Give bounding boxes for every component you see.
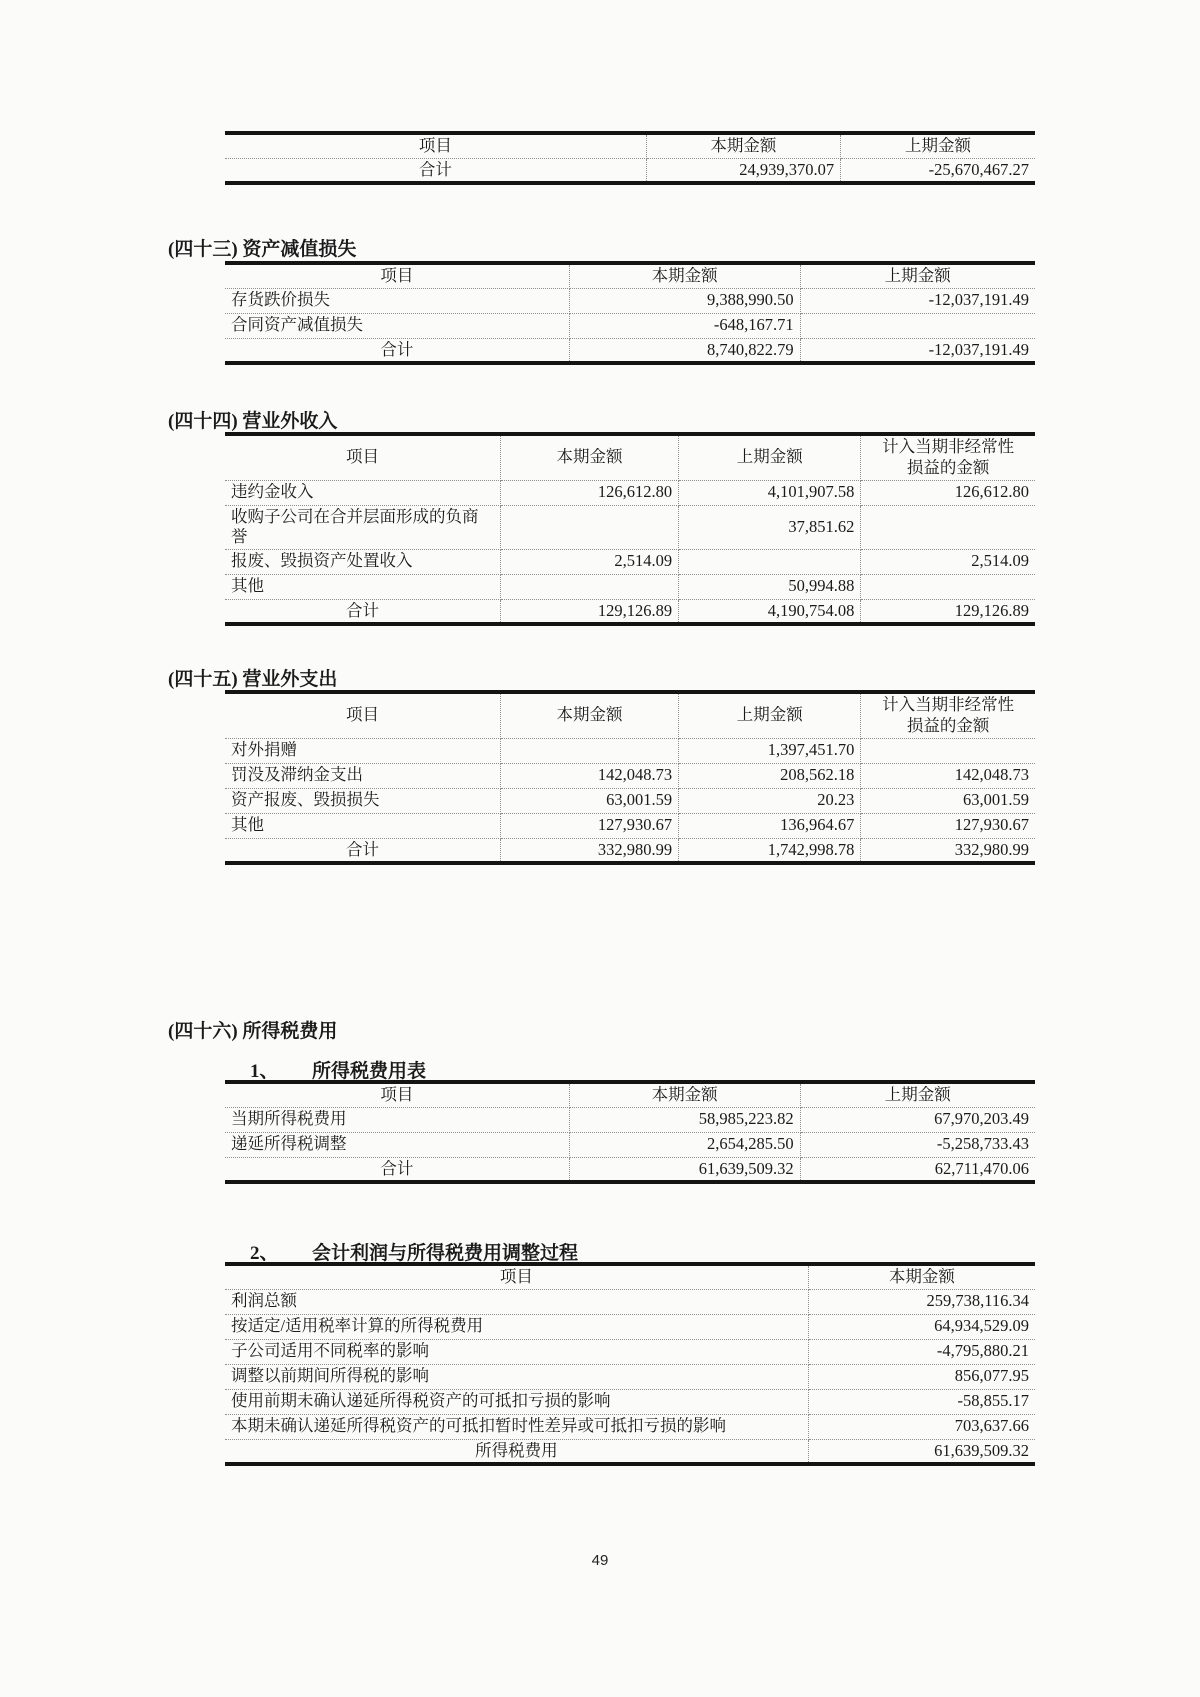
table-header-row [225,434,1035,480]
row-label-cell: 使用前期未确认递延所得税资产的可抵扣亏损的影响 [225,1389,808,1414]
current-amount-cell: 8,740,822.79 [569,338,800,363]
prior-amount-cell [679,549,861,574]
table-header-row [225,1264,1035,1289]
nonrecurring-header-line2: 损益的金额 [906,457,990,477]
table-row [225,763,1035,788]
prior-amount-cell: 50,994.88 [679,574,861,599]
table-row [225,1289,1035,1314]
prior-amount-cell: 67,970,203.49 [800,1107,1035,1132]
nonrecurring-header-line2: 损益的金额 [906,715,990,735]
table-row [225,1132,1035,1157]
row-label-cell: 收购子公司在合并层面形成的负商誉 [225,505,500,549]
table-row [225,574,1035,599]
non-operating-income-table [225,432,1035,626]
item-header-cell: 项目 [225,133,646,158]
table-row [225,288,1035,313]
current-amount-cell: 856,077.95 [808,1364,1035,1389]
table-row [225,1314,1035,1339]
row-label-cell: 其他 [225,813,500,838]
item-header-cell: 项目 [225,1264,808,1289]
table-total-row [225,838,1035,863]
table-header-row [225,692,1035,738]
row-label-cell: 合计 [225,599,500,624]
section-43-heading: (四十三) 资产减值损失 [168,239,357,260]
table-row [225,158,1035,183]
section-45-heading: (四十五) 营业外支出 [168,669,338,690]
row-label-cell: 其他 [225,574,500,599]
income-tax-expense-table [225,1080,1035,1184]
nonrecurring-header-cell [861,692,1035,738]
row-label-cell: 合计 [225,838,500,863]
nonrecurring-amount-cell: 2,514.09 [861,549,1035,574]
current-amount-cell: 259,738,116.34 [808,1289,1035,1314]
item-header-cell: 项目 [225,692,500,738]
current-amount-cell: 2,514.09 [500,549,678,574]
subsection-1-heading [250,1056,426,1083]
nonrecurring-header-line1: 计入当期非经常性 [882,437,1015,457]
current-amount-header-cell: 本期金额 [569,263,800,288]
current-amount-cell: 9,388,990.50 [569,288,800,313]
prior-amount-cell: 20.23 [679,788,861,813]
prior-amount-cell [800,313,1035,338]
nonrecurring-amount-cell [861,505,1035,549]
current-amount-cell: 61,639,509.32 [808,1439,1035,1464]
prior-amount-cell: -12,037,191.49 [800,338,1035,363]
current-amount-cell: 703,637.66 [808,1414,1035,1439]
current-amount-header-cell: 本期金额 [500,434,678,480]
current-amount-cell: -648,167.71 [569,313,800,338]
table-row [225,788,1035,813]
prior-amount-cell: 4,101,907.58 [679,480,861,505]
current-amount-header-cell: 本期金额 [646,133,840,158]
prior-amount-header-cell: 上期金额 [679,434,861,480]
current-amount-cell [500,738,678,763]
subsection-1-number: 1、 [250,1061,279,1082]
table-row [225,480,1035,505]
current-amount-cell: 58,985,223.82 [569,1107,800,1132]
row-label-cell: 存货跌价损失 [225,288,569,313]
table-row [225,1107,1035,1132]
item-header-cell: 项目 [225,1082,569,1107]
current-amount-cell: -58,855.17 [808,1389,1035,1414]
summary-table-fragment [225,131,1035,185]
nonrecurring-header-line1: 计入当期非经常性 [882,695,1015,715]
row-label-cell: 合计 [225,158,646,183]
row-label-cell: 所得税费用 [225,1439,808,1464]
prior-amount-header-cell: 上期金额 [800,263,1035,288]
item-header-cell: 项目 [225,263,569,288]
table-row [225,1414,1035,1439]
table-row [225,1389,1035,1414]
current-amount-header-cell: 本期金额 [808,1264,1035,1289]
nonrecurring-amount-cell: 63,001.59 [861,788,1035,813]
prior-amount-cell: 208,562.18 [679,763,861,788]
prior-amount-cell: 62,711,470.06 [800,1157,1035,1182]
table-row [225,549,1035,574]
current-amount-cell: 64,934,529.09 [808,1314,1035,1339]
row-label-cell: 对外捐赠 [225,738,500,763]
prior-amount-cell: 136,964.67 [679,813,861,838]
current-amount-cell [500,574,678,599]
nonrecurring-amount-cell [861,574,1035,599]
table-header-row [225,133,1035,158]
row-label-cell: 递延所得税调整 [225,1132,569,1157]
current-amount-cell: 332,980.99 [500,838,678,863]
prior-amount-cell: 1,742,998.78 [679,838,861,863]
current-amount-cell: 63,001.59 [500,788,678,813]
table-row [225,1364,1035,1389]
asset-impairment-table [225,261,1035,365]
tax-reconciliation-table [225,1262,1035,1466]
prior-amount-cell: -25,670,467.27 [841,158,1035,183]
table-header-row [225,1082,1035,1107]
prior-amount-cell: -12,037,191.49 [800,288,1035,313]
section-46-heading: (四十六) 所得税费用 [168,1021,338,1042]
page-number: 49 [591,1552,609,1569]
table-total-row [225,1157,1035,1182]
row-label-cell: 按适定/适用税率计算的所得税费用 [225,1314,808,1339]
table-row [225,813,1035,838]
row-label-cell: 当期所得税费用 [225,1107,569,1132]
prior-amount-cell: -5,258,733.43 [800,1132,1035,1157]
item-header-cell: 项目 [225,434,500,480]
current-amount-cell: 127,930.67 [500,813,678,838]
current-amount-cell [500,505,678,549]
row-label-cell: 利润总额 [225,1289,808,1314]
nonrecurring-header-cell [861,434,1035,480]
current-amount-cell: 129,126.89 [500,599,678,624]
row-label-cell: 本期未确认递延所得税资产的可抵扣暂时性差异或可抵扣亏损的影响 [225,1414,808,1439]
table-header-row [225,263,1035,288]
nonrecurring-amount-cell [861,738,1035,763]
current-amount-cell: 61,639,509.32 [569,1157,800,1182]
table-row [225,1339,1035,1364]
prior-amount-header-cell: 上期金额 [800,1082,1035,1107]
row-label-cell: 违约金收入 [225,480,500,505]
prior-amount-cell: 37,851.62 [679,505,861,549]
subsection-2-heading [250,1238,578,1265]
current-amount-cell: -4,795,880.21 [808,1339,1035,1364]
nonrecurring-amount-cell: 127,930.67 [861,813,1035,838]
table-row [225,738,1035,763]
current-amount-cell: 2,654,285.50 [569,1132,800,1157]
table-total-row [225,1439,1035,1464]
row-label-cell: 子公司适用不同税率的影响 [225,1339,808,1364]
subsection-2-number: 2、 [250,1243,279,1264]
section-44-heading: (四十四) 营业外收入 [168,411,338,432]
table-row [225,313,1035,338]
subsection-2-title: 会计利润与所得税费用调整过程 [312,1243,579,1264]
nonrecurring-amount-cell: 142,048.73 [861,763,1035,788]
nonrecurring-amount-cell: 126,612.80 [861,480,1035,505]
table-total-row [225,338,1035,363]
table-total-row [225,599,1035,624]
prior-amount-cell: 1,397,451.70 [679,738,861,763]
nonrecurring-amount-cell: 129,126.89 [861,599,1035,624]
current-amount-cell: 24,939,370.07 [646,158,840,183]
current-amount-header-cell: 本期金额 [569,1082,800,1107]
nonrecurring-amount-cell: 332,980.99 [861,838,1035,863]
row-label-cell: 合计 [225,338,569,363]
current-amount-cell: 126,612.80 [500,480,678,505]
prior-amount-header-cell: 上期金额 [841,133,1035,158]
table-row [225,505,1035,549]
prior-amount-cell: 4,190,754.08 [679,599,861,624]
subsection-1-title: 所得税费用表 [312,1061,427,1082]
row-label-cell: 资产报废、毁损损失 [225,788,500,813]
non-operating-expenses-table [225,690,1035,865]
prior-amount-header-cell: 上期金额 [679,692,861,738]
row-label-cell: 调整以前期间所得税的影响 [225,1364,808,1389]
row-label-cell: 合计 [225,1157,569,1182]
row-label-cell: 合同资产减值损失 [225,313,569,338]
row-label-cell: 罚没及滞纳金支出 [225,763,500,788]
current-amount-cell: 142,048.73 [500,763,678,788]
current-amount-header-cell: 本期金额 [500,692,678,738]
row-label-cell: 报废、毁损资产处置收入 [225,549,500,574]
